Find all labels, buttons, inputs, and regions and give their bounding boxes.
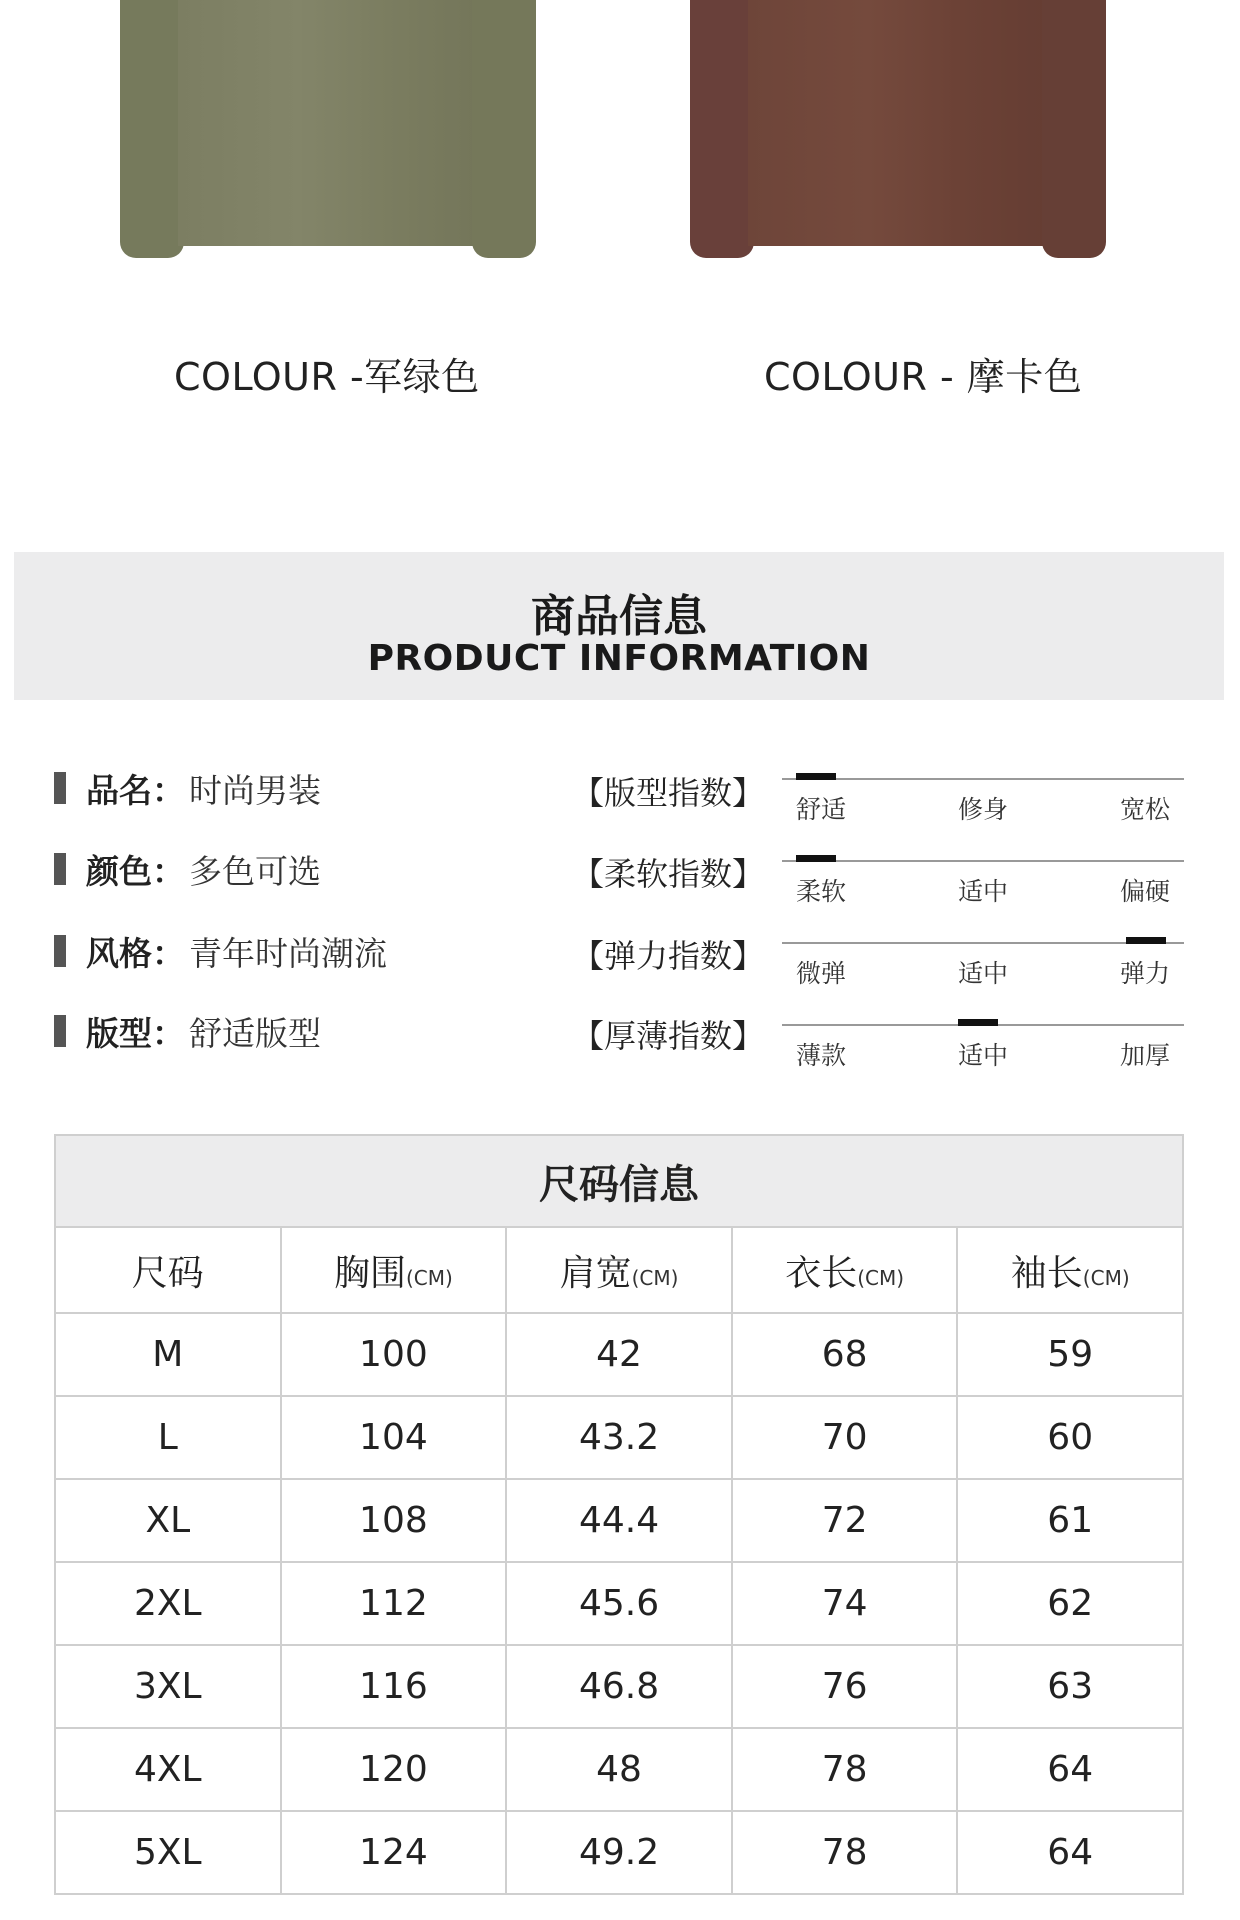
product-photo-army-green — [118, 0, 538, 262]
table-cell: 43.2 — [506, 1396, 732, 1479]
banner-title-en: PRODUCT INFORMATION — [367, 638, 871, 679]
attribute-value: 多色可选 — [189, 851, 321, 891]
scale-option: 弹力 — [1120, 959, 1171, 988]
shirt-left-sleeve — [690, 0, 754, 258]
table-cell: 4XL — [55, 1728, 281, 1811]
index-scale — [782, 860, 1184, 920]
shirt-body — [178, 0, 478, 246]
header-cell: 胸围(CM) — [281, 1227, 507, 1313]
attribute-value: 舒适版型 — [189, 1013, 321, 1053]
scale-line — [782, 942, 1184, 944]
table-cell: 63 — [957, 1645, 1183, 1728]
table-cell: 46.8 — [506, 1645, 732, 1728]
index-scale — [782, 1024, 1184, 1084]
index-label-fit: 【版型指数】 — [572, 774, 765, 812]
scale-option: 适中 — [958, 877, 1009, 906]
table-row — [55, 1396, 1183, 1479]
shirt-body — [748, 0, 1048, 246]
index-label-elasticity: 【弹力指数】 — [572, 937, 765, 975]
scale-option: 偏硬 — [1120, 877, 1171, 906]
header-cell: 尺码 — [55, 1227, 281, 1313]
index-label-thickness: 【厚薄指数】 — [572, 1017, 765, 1055]
header-cell: 肩宽(CM) — [506, 1227, 732, 1313]
scale-option: 适中 — [958, 1041, 1009, 1070]
table-cell: 62 — [957, 1562, 1183, 1645]
table-row — [55, 1479, 1183, 1562]
table-cell: 78 — [732, 1728, 958, 1811]
attribute-key: 品名： — [86, 770, 185, 810]
scale-line — [782, 860, 1184, 862]
table-cell: 116 — [281, 1645, 507, 1728]
attribute-style — [54, 931, 387, 971]
table-cell: 60 — [957, 1396, 1183, 1479]
table-cell: 76 — [732, 1645, 958, 1728]
bullet-bar-icon — [54, 772, 66, 804]
size-table-header-row — [55, 1227, 1183, 1313]
shirt-right-sleeve — [1042, 0, 1106, 258]
table-row — [55, 1728, 1183, 1811]
table-row — [55, 1313, 1183, 1396]
banner-title-cn: 商品信息 — [531, 591, 707, 642]
table-cell: 100 — [281, 1313, 507, 1396]
table-cell: M — [55, 1313, 281, 1396]
table-cell: 49.2 — [506, 1811, 732, 1894]
table-cell: 68 — [732, 1313, 958, 1396]
attribute-key: 风格： — [86, 933, 185, 973]
table-cell: 104 — [281, 1396, 507, 1479]
colour-label-mocha: COLOUR - 摩卡色 — [764, 355, 1083, 399]
table-cell: 5XL — [55, 1811, 281, 1894]
shirt-right-sleeve — [472, 0, 536, 258]
header-cell: 衣长(CM) — [732, 1227, 958, 1313]
scale-option: 薄款 — [796, 1041, 847, 1070]
attribute-value: 时尚男装 — [189, 770, 321, 810]
table-row — [55, 1562, 1183, 1645]
table-cell: 112 — [281, 1562, 507, 1645]
table-cell: 59 — [957, 1313, 1183, 1396]
scale-option: 加厚 — [1120, 1041, 1171, 1070]
bullet-bar-icon — [54, 853, 66, 885]
table-cell: 74 — [732, 1562, 958, 1645]
index-scale — [782, 942, 1184, 1002]
table-cell: 2XL — [55, 1562, 281, 1645]
scale-option: 宽松 — [1120, 795, 1171, 824]
scale-marker — [1126, 937, 1166, 944]
header-cell: 袖长(CM) — [957, 1227, 1183, 1313]
shirt-left-sleeve — [120, 0, 184, 258]
table-cell: 42 — [506, 1313, 732, 1396]
product-photo-mocha — [688, 0, 1108, 262]
index-label-softness: 【柔软指数】 — [572, 855, 765, 893]
size-table — [54, 1134, 1184, 1895]
table-cell: 3XL — [55, 1645, 281, 1728]
product-info-banner — [14, 552, 1224, 700]
scale-option: 适中 — [958, 959, 1009, 988]
attribute-name — [54, 768, 321, 808]
scale-marker — [796, 855, 836, 862]
scale-marker — [796, 773, 836, 780]
colour-label-army-green: COLOUR -军绿色 — [174, 355, 480, 399]
index-scale — [782, 778, 1184, 838]
attribute-fit — [54, 1011, 321, 1051]
table-cell: 124 — [281, 1811, 507, 1894]
table-cell: 61 — [957, 1479, 1183, 1562]
table-cell: 108 — [281, 1479, 507, 1562]
scale-marker — [958, 1019, 998, 1026]
attribute-key: 颜色： — [86, 851, 185, 891]
table-cell: 45.6 — [506, 1562, 732, 1645]
table-cell: 48 — [506, 1728, 732, 1811]
scale-option: 微弹 — [796, 959, 847, 988]
table-cell: 64 — [957, 1811, 1183, 1894]
table-cell: 64 — [957, 1728, 1183, 1811]
attribute-value: 青年时尚潮流 — [189, 933, 387, 973]
table-cell: L — [55, 1396, 281, 1479]
bullet-bar-icon — [54, 935, 66, 967]
table-cell: XL — [55, 1479, 281, 1562]
table-cell: 78 — [732, 1811, 958, 1894]
scale-option: 柔软 — [796, 877, 847, 906]
table-cell: 72 — [732, 1479, 958, 1562]
scale-option: 修身 — [958, 795, 1009, 824]
table-row — [55, 1645, 1183, 1728]
table-cell: 44.4 — [506, 1479, 732, 1562]
attribute-color — [54, 849, 321, 889]
table-row — [55, 1811, 1183, 1894]
size-table-title: 尺码信息 — [55, 1135, 1183, 1227]
scale-option: 舒适 — [796, 795, 847, 824]
bullet-bar-icon — [54, 1015, 66, 1047]
scale-line — [782, 778, 1184, 780]
attribute-key: 版型： — [86, 1013, 185, 1053]
table-cell: 120 — [281, 1728, 507, 1811]
table-cell: 70 — [732, 1396, 958, 1479]
